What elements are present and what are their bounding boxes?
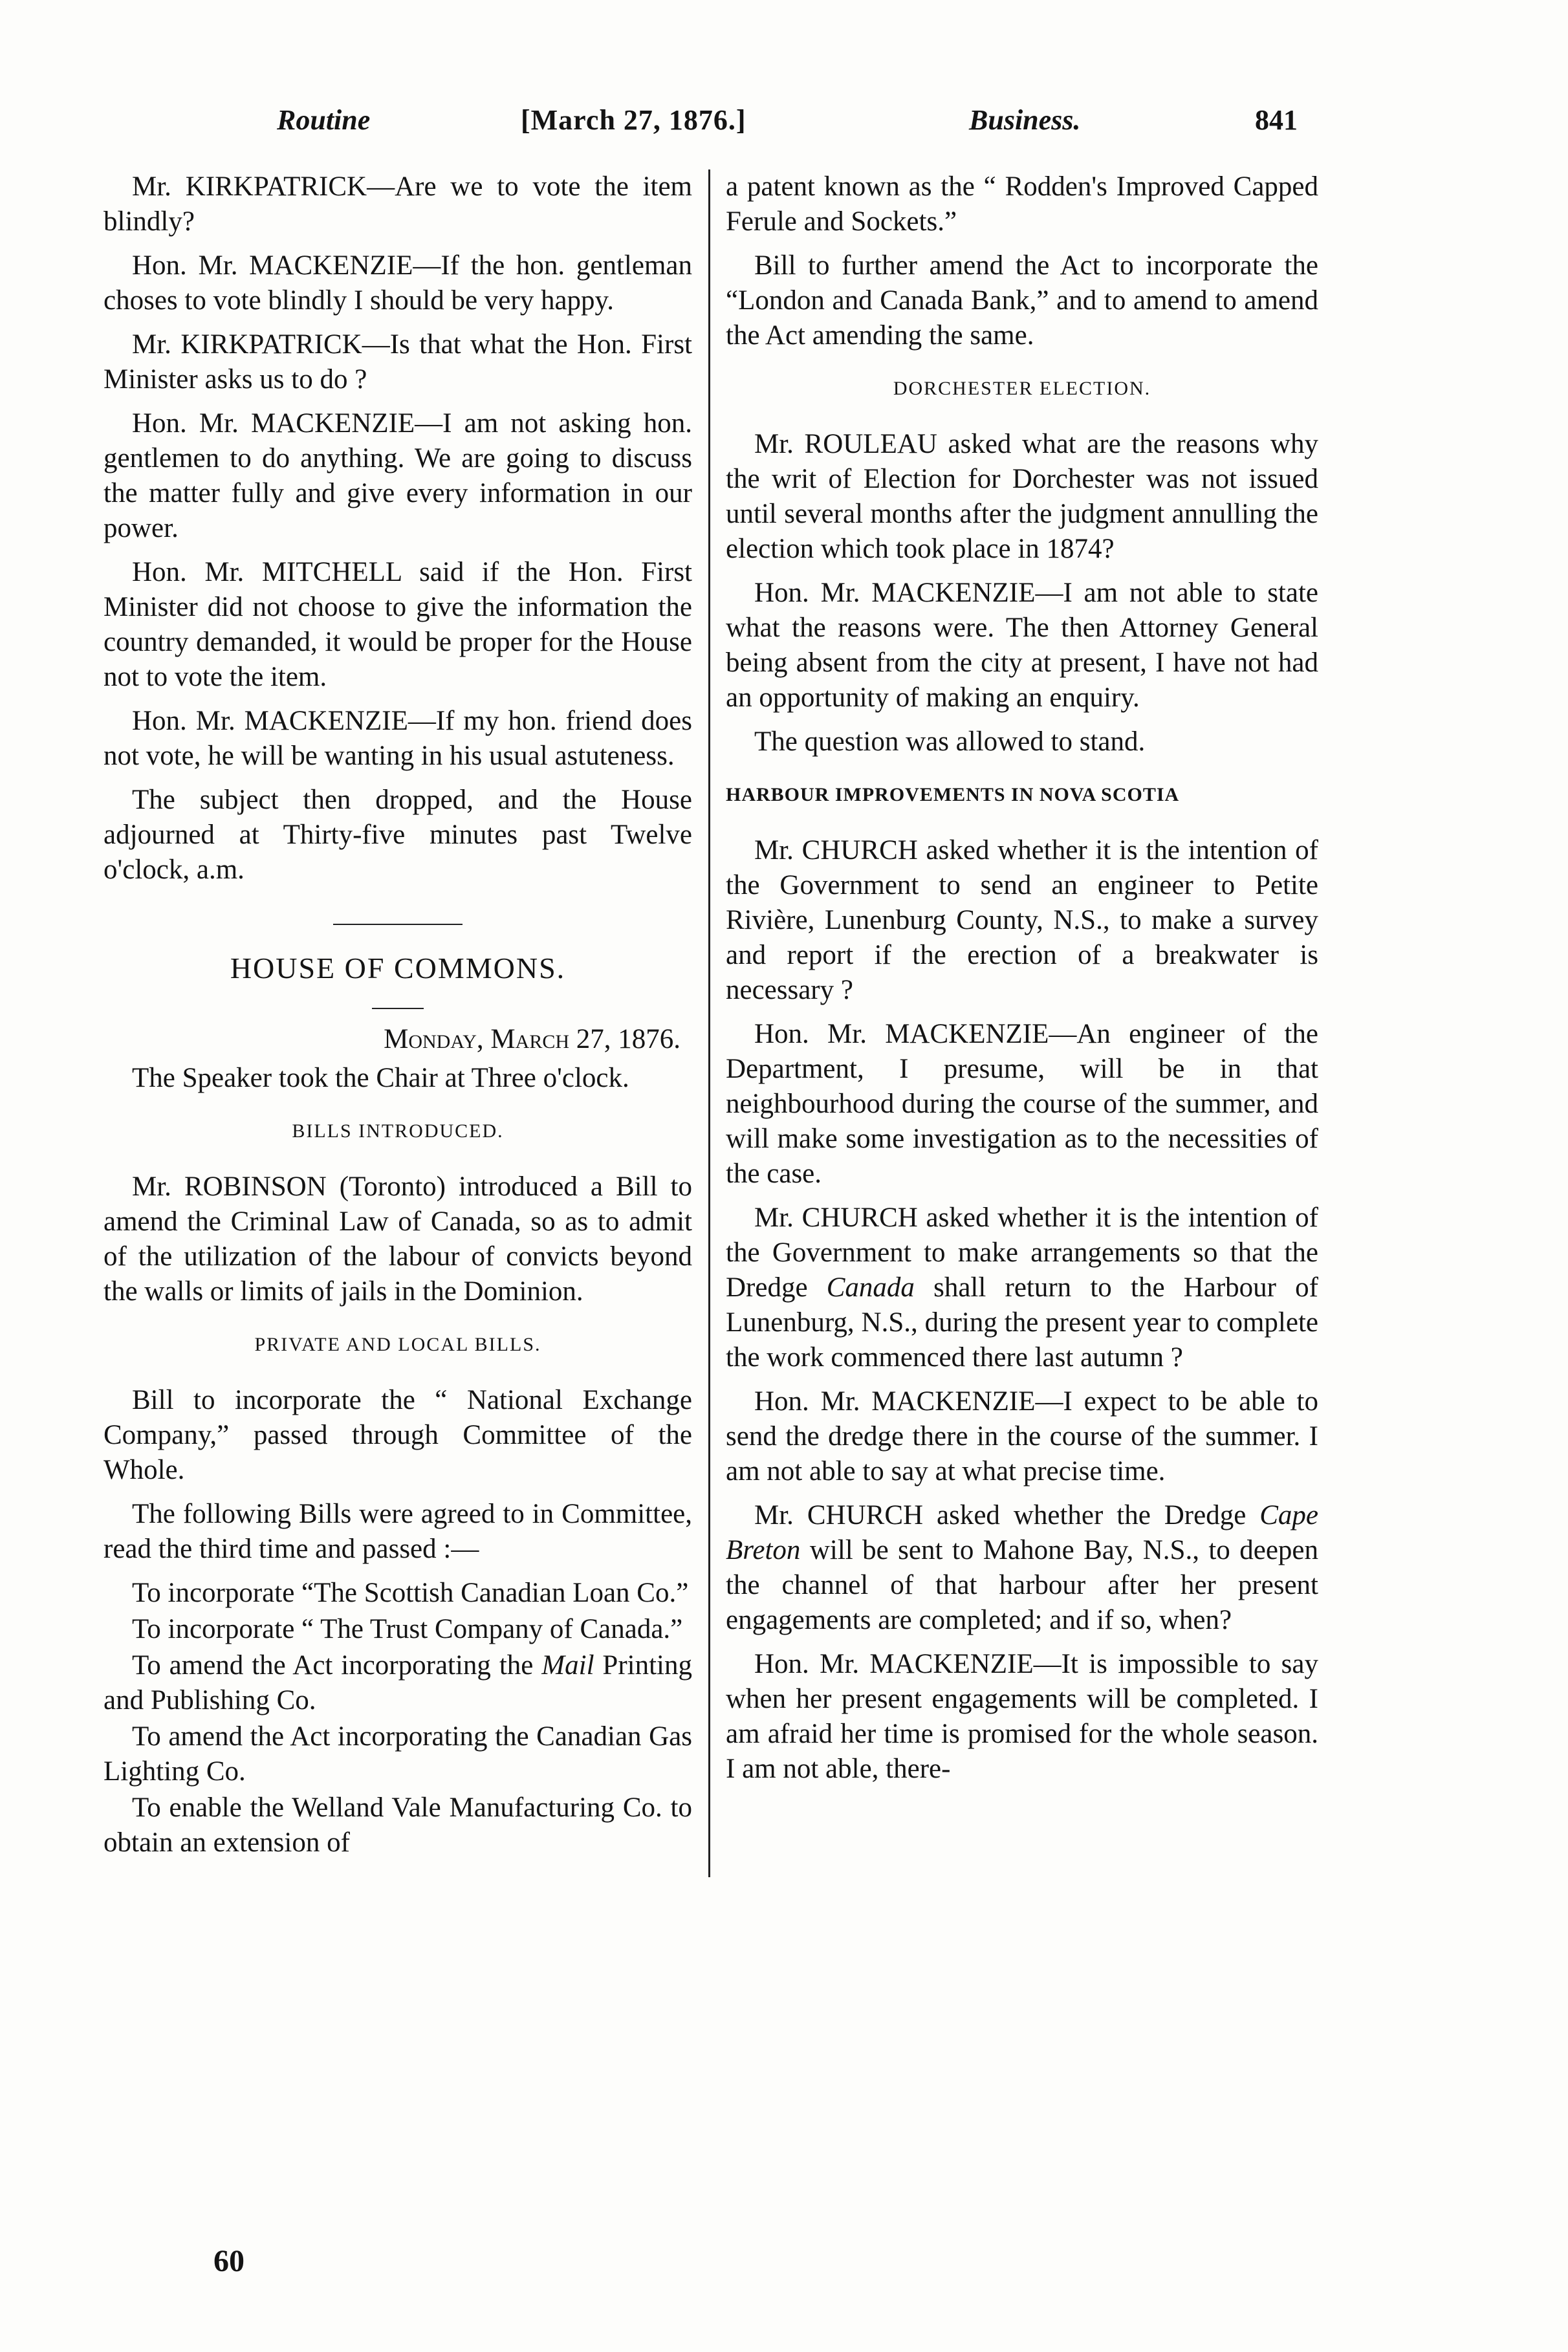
paragraph: a patent known as the “ Rodden's Improved Capped Ferule and Sockets.” [726, 171, 1318, 237]
paragraph-text: Mr. CHURCH asked whether the Dredge [754, 1500, 1260, 1530]
paragraph: Bill to incorporate the “ National Exchange Company,” passed through Committee of the Whole. [103, 1385, 692, 1485]
paragraph: Mr. KIRKPATRICK—Is that what the Hon. First Minister asks us to do ? [103, 329, 692, 395]
section-heading-private-bills: PRIVATE AND LOCAL BILLS. [254, 1334, 541, 1355]
paragraph: Hon. Mr. MACKENZIE—I am not asking hon. gentlemen to do anything. We are going to discuss the matter fully and give every information in our power. [103, 408, 692, 543]
title-divider [372, 1008, 424, 1009]
page-number: 841 [1255, 104, 1298, 136]
paragraph [726, 1498, 1318, 1638]
running-head-date: [March 27, 1876.] [521, 104, 746, 136]
bill-item: To incorporate “The Scottish Canadian Loan Co.” [132, 1578, 689, 1608]
paragraph: Mr. ROBINSON (Toronto) introduced a Bill to amend the Criminal Law of Canada, so as to admit of the utilization of the labour of convicts beyond the walls or limits of jails in the Dominion. [103, 1171, 692, 1307]
bill-text: Printing and Publishing Co. [103, 1650, 693, 1715]
section-heading-bills-introduced: BILLS INTRODUCED. [292, 1120, 504, 1142]
paragraph: Mr. ROULEAU asked what are the reasons why the writ of Election for Dorchester was not issued until several months after the judgment annulling the election which took place in 1874? [726, 429, 1318, 564]
bill-item [103, 1648, 692, 1718]
paragraph: Hon. Mr. MACKENZIE—It is impossible to say when her present engagements will be completed. I am afraid her time is promised for the whole season. I am not able, there- [726, 1649, 1318, 1784]
paragraph: The Speaker took the Chair at Three o'clock. [132, 1063, 629, 1093]
vessel-name: Cape Breton [726, 1500, 1318, 1565]
running-head-right: Business. [969, 104, 1081, 136]
paragraph-text: shall return to the Harbour of Lunenburg, N.S., during the present year to complete the work commenced there last autumn ? [726, 1272, 1318, 1373]
paragraph: The question was allowed to stand. [754, 726, 1146, 757]
vessel-name: Canada [826, 1272, 915, 1303]
running-head-left: Routine [277, 104, 371, 136]
paragraph: Hon. Mr. MITCHELL said if the Hon. First Minister did not choose to give the information the country demanded, it would be proper for the House not to vote the item. [103, 557, 692, 692]
section-divider [333, 924, 463, 925]
signature-folio: 60 [213, 2244, 245, 2278]
paragraph [726, 1201, 1318, 1375]
paragraph: The following Bills were agreed to in Committee, read the third time and passed :— [103, 1499, 692, 1564]
paragraph-text: will be sent to Mahone Bay, N.S., to deepen the channel of that harbour after her present engagements are completed; and if so, when? [726, 1535, 1318, 1635]
left-column [103, 169, 692, 1862]
house-title: HOUSE OF COMMONS. [230, 952, 566, 985]
section-heading-harbour: HARBOUR IMPROVEMENTS IN NOVA SCOTIA [726, 784, 1180, 805]
paragraph: Hon. Mr. MACKENZIE—I am not able to state what the reasons were. The then Attorney General being absent from the city at present, I have not had an opportunity of making an enquiry. [726, 578, 1318, 713]
paragraph: Mr. KIRKPATRICK—Are we to vote the item blindly? [103, 171, 692, 237]
paragraph: Hon. Mr. MACKENZIE—An engineer of the Department, I presume, will be in that neighbourhood during the course of the summer, and will make some investigation as to the necessities of the case. [726, 1019, 1318, 1189]
paragraph: The subject then dropped, and the House adjourned at Thirty-five minutes past Twelve o'clock, a.m. [103, 785, 692, 885]
paragraph: Mr. CHURCH asked whether it is the intention of the Government to send an engineer to Petite Rivière, Lunenburg County, N.S., to make a survey and report if the erection of a breakwater is necessary ? [726, 835, 1318, 1005]
column-rule [708, 169, 710, 1877]
sitting-date: Monday, March 27, 1876. [384, 1024, 681, 1054]
bill-item: To amend the Act incorporating the Canadian Gas Lighting Co. [103, 1721, 692, 1787]
paragraph: Hon. Mr. MACKENZIE—If my hon. friend does not vote, he will be wanting in his usual astuteness. [103, 706, 692, 771]
paragraph: Hon. Mr. MACKENZIE—If the hon. gentleman choses to vote blindly I should be very happy. [103, 250, 692, 316]
right-column [726, 169, 1318, 1796]
newspaper-title: Mail [541, 1650, 594, 1681]
section-heading-dorchester: DORCHESTER ELECTION. [893, 378, 1151, 399]
paragraph: Bill to further amend the Act to incorporate the “London and Canada Bank,” and to amend to amend the Act amending the same. [726, 250, 1318, 351]
bill-item: To incorporate “ The Trust Company of Canada.” [132, 1614, 683, 1644]
paragraph-text: Mr. CHURCH asked whether it is the intention of the Government to make arrangements so that the Dredge [726, 1203, 1318, 1303]
paragraph: Hon. Mr. MACKENZIE—I expect to be able to send the dredge there in the course of the summer. I am not able to say at what precise time. [726, 1386, 1318, 1486]
bill-item: To enable the Welland Vale Manufacturing Co. to obtain an extension of [103, 1792, 692, 1858]
bill-text: To amend the Act incorporating the [132, 1650, 542, 1681]
